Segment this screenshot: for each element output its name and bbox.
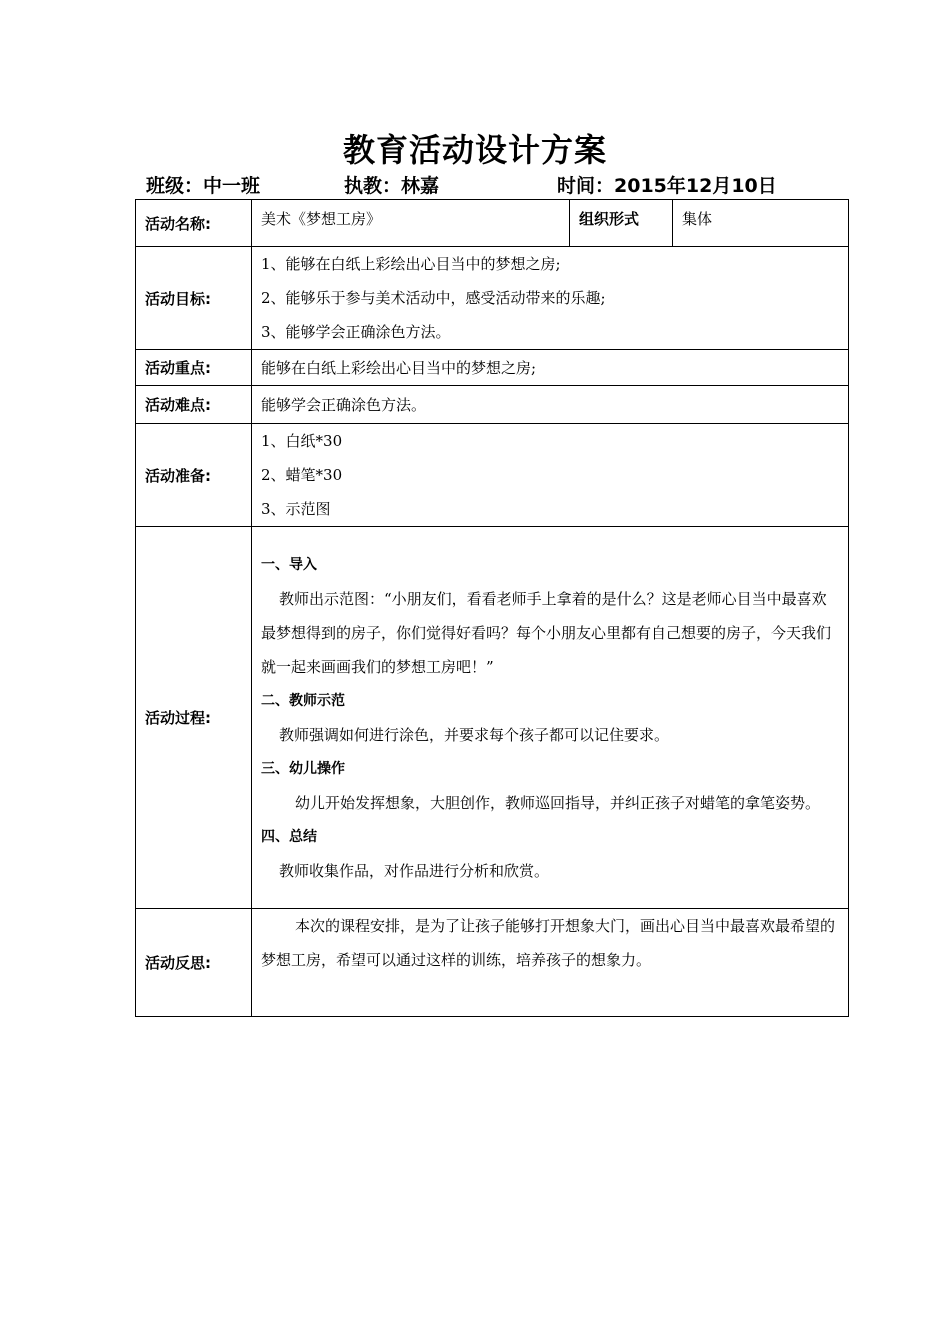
- document-title: 教育活动设计方案: [342, 131, 607, 169]
- date-info: 时间：2015年12月10日: [557, 175, 777, 197]
- row-activity-name: [136, 200, 849, 247]
- activity-name-value: 美术《梦想工房》: [252, 200, 570, 247]
- process-section-heading: 三、幼儿操作: [261, 760, 345, 777]
- reflection-label: 活动反思:: [136, 909, 252, 1017]
- preparation-label: 活动准备:: [136, 424, 252, 527]
- activity-goals-label: 活动目标:: [136, 247, 252, 350]
- process-section-text: 教师强调如何进行涂色，并要求每个孩子都可以记住要求。: [279, 725, 670, 744]
- row-activity-process: [136, 527, 849, 909]
- preparation-item: 2、蜡笔*30: [261, 466, 343, 484]
- process-label: 活动过程:: [136, 527, 252, 909]
- reflection-text: 本次的课程安排，是为了让孩子能够打开想象大门，画出心目当中最喜欢最希望的梦想工房，希望可以通过这样的训练，培养孩子的想象力。: [261, 917, 836, 969]
- preparation-item: 3、示范图: [261, 500, 331, 518]
- process-content: [252, 527, 849, 909]
- difficulty-label: 活动难点:: [136, 386, 252, 424]
- activity-goals-content: [252, 247, 849, 350]
- process-section-text: 幼儿开始发挥想象，大胆创作，教师巡回指导，并纠正孩子对蜡笔的拿笔姿势。: [295, 793, 821, 812]
- process-section-heading: 二、教师示范: [261, 692, 345, 709]
- key-point-label: 活动重点:: [136, 350, 252, 386]
- activity-plan-table: [135, 199, 849, 1017]
- row-activity-difficulty: [136, 386, 849, 424]
- goal-item: 2、能够乐于参与美术活动中，感受活动带来的乐趣;: [261, 289, 606, 307]
- teacher-info: 执教：林嘉: [344, 175, 440, 197]
- row-activity-key-point: [136, 350, 849, 386]
- row-activity-preparation: [136, 424, 849, 527]
- row-activity-reflection: [136, 909, 849, 1017]
- row-activity-goals: [136, 247, 849, 350]
- goal-item: 3、能够学会正确涂色方法。: [261, 323, 451, 341]
- class-info: 班级：中一班: [146, 175, 261, 197]
- difficulty-value: 能够学会正确涂色方法。: [252, 386, 849, 424]
- goal-item: 1、能够在白纸上彩绘出心目当中的梦想之房;: [261, 255, 561, 273]
- process-section-text: 教师收集作品，对作品进行分析和欣赏。: [279, 861, 550, 880]
- key-point-value: 能够在白纸上彩绘出心目当中的梦想之房;: [252, 350, 849, 386]
- process-section-heading: 一、导入: [261, 556, 317, 573]
- process-section-heading: 四、总结: [261, 828, 317, 845]
- process-section-text: 教师出示范图：“小朋友们，看看老师手上拿着的是什么？这是老师心目当中最喜欢最梦想得到的房子，你们觉得好看吗？每个小朋友心里都有自己想要的房子，今天我们就一起来画画我们的梦想工房吧！”: [261, 589, 832, 676]
- activity-name-label: 活动名称:: [136, 200, 252, 247]
- preparation-content: [252, 424, 849, 527]
- organization-form-value: 集体: [673, 200, 849, 247]
- reflection-content: [252, 909, 849, 1017]
- organization-form-label: 组织形式: [570, 200, 673, 247]
- preparation-item: 1、白纸*30: [261, 432, 343, 450]
